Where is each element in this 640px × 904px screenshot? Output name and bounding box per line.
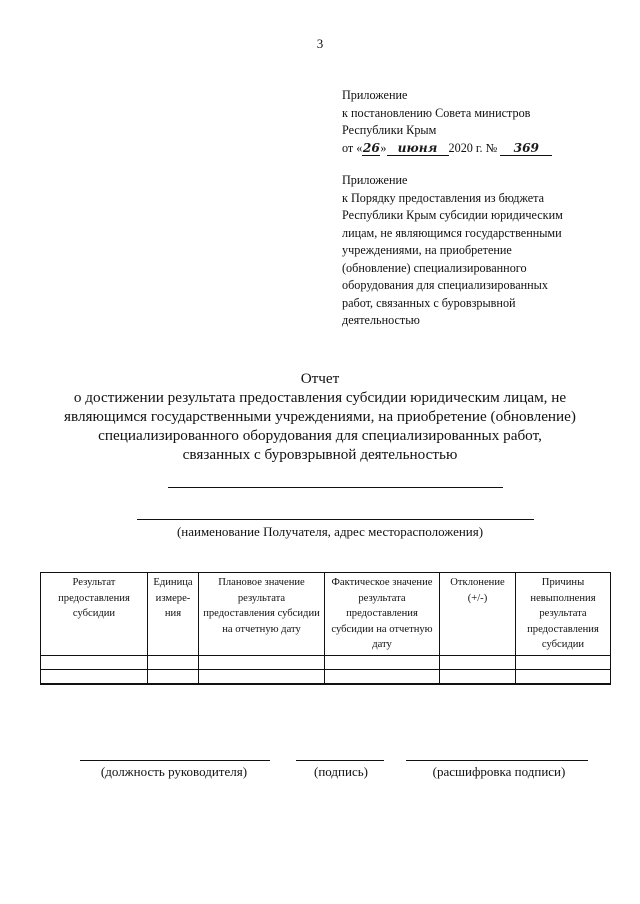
recipient-fill-line-1[interactable]	[168, 487, 503, 488]
appendix-decree-date	[342, 140, 602, 158]
appendix-decree-line-2: Республики Крым	[342, 123, 437, 137]
appendix-decree-line-1: к постановлению Совета министров	[342, 105, 531, 120]
appendix-procedure-block	[342, 172, 602, 330]
header-unit: Единица измере-ния	[148, 573, 199, 656]
appendix-procedure-title: Приложение	[342, 173, 408, 187]
table-cell[interactable]	[199, 655, 325, 669]
report-title-heading: Отчет	[300, 370, 340, 387]
appendix-decree-block	[342, 87, 602, 157]
appendix-procedure-line-3: лицам, не являющимся государственными	[342, 225, 562, 240]
table-cell[interactable]	[440, 655, 516, 669]
header-actual-value: Фактическое значение результата предоставления субсидии на отчетную дату	[325, 573, 440, 656]
appendix-procedure-line-4: учреждениями, на приобретение	[342, 243, 512, 257]
decoding-signature-line[interactable]	[406, 760, 588, 761]
report-title-line-1: о достижении результата предоставления субсидии юридическим лицам, не	[73, 389, 567, 406]
table-cell[interactable]	[516, 655, 611, 669]
header-planned-value: Плановое значение результата предоставления субсидии на отчетную дату	[199, 573, 325, 656]
report-title-line-4: связанных с буровзрывной деятельностью	[182, 446, 458, 463]
report-title-line-3: специализированного оборудования для специализированных работ,	[98, 427, 542, 444]
table-cell[interactable]	[325, 669, 440, 684]
appendix-procedure-line-6: оборудования для специализированных	[342, 278, 548, 292]
appendix-decree-title: Приложение	[342, 88, 408, 102]
handwritten-month: июня	[387, 142, 449, 156]
table-cell[interactable]	[199, 669, 325, 684]
table-cell[interactable]	[516, 669, 611, 684]
handwritten-number: 369	[500, 142, 552, 156]
signature-caption: (подпись)	[314, 764, 368, 779]
table-row	[41, 655, 611, 669]
table-header-row	[41, 573, 611, 656]
page-number: 3	[316, 36, 324, 51]
position-caption: (должность руководителя)	[100, 764, 248, 779]
report-table	[40, 572, 611, 685]
table-cell[interactable]	[148, 655, 199, 669]
recipient-caption: (наименование Получателя, адрес месторасположения)	[176, 524, 484, 539]
header-deviation: Отклонение (+/-)	[440, 573, 516, 656]
header-reasons: Причины невыполнения результата предоставления субсидии	[516, 573, 611, 656]
report-title	[0, 369, 640, 464]
table-cell[interactable]	[148, 669, 199, 684]
table-cell[interactable]	[41, 655, 148, 669]
decoding-caption: (расшифровка подписи)	[432, 764, 566, 779]
table-cell[interactable]	[440, 669, 516, 684]
handwritten-day: 26	[362, 140, 380, 155]
date-prefix: от «	[342, 140, 363, 155]
table-row	[41, 669, 611, 684]
recipient-fill-line-2[interactable]	[137, 519, 534, 520]
date-mid: »	[380, 140, 387, 155]
report-title-line-2: являющимся государственными учреждениями, на приобретение (обновление)	[64, 408, 576, 425]
appendix-procedure-line-7: работ, связанных с буровзрывной	[342, 295, 516, 310]
date-suffix: 2020 г. №	[448, 140, 498, 155]
signature-line[interactable]	[296, 760, 384, 761]
position-signature-line[interactable]	[80, 760, 270, 761]
appendix-procedure-line-8: деятельностью	[342, 313, 420, 327]
appendix-procedure-line-1: к Порядку предоставления из бюджета	[342, 190, 545, 205]
appendix-procedure-line-5: (обновление) специализированного	[342, 260, 527, 275]
header-result: Результат предоставления субсидии	[41, 573, 148, 656]
appendix-procedure-line-2: Республики Крым субсидии юридическим	[342, 208, 563, 222]
table-cell[interactable]	[325, 655, 440, 669]
table-cell[interactable]	[41, 669, 148, 684]
